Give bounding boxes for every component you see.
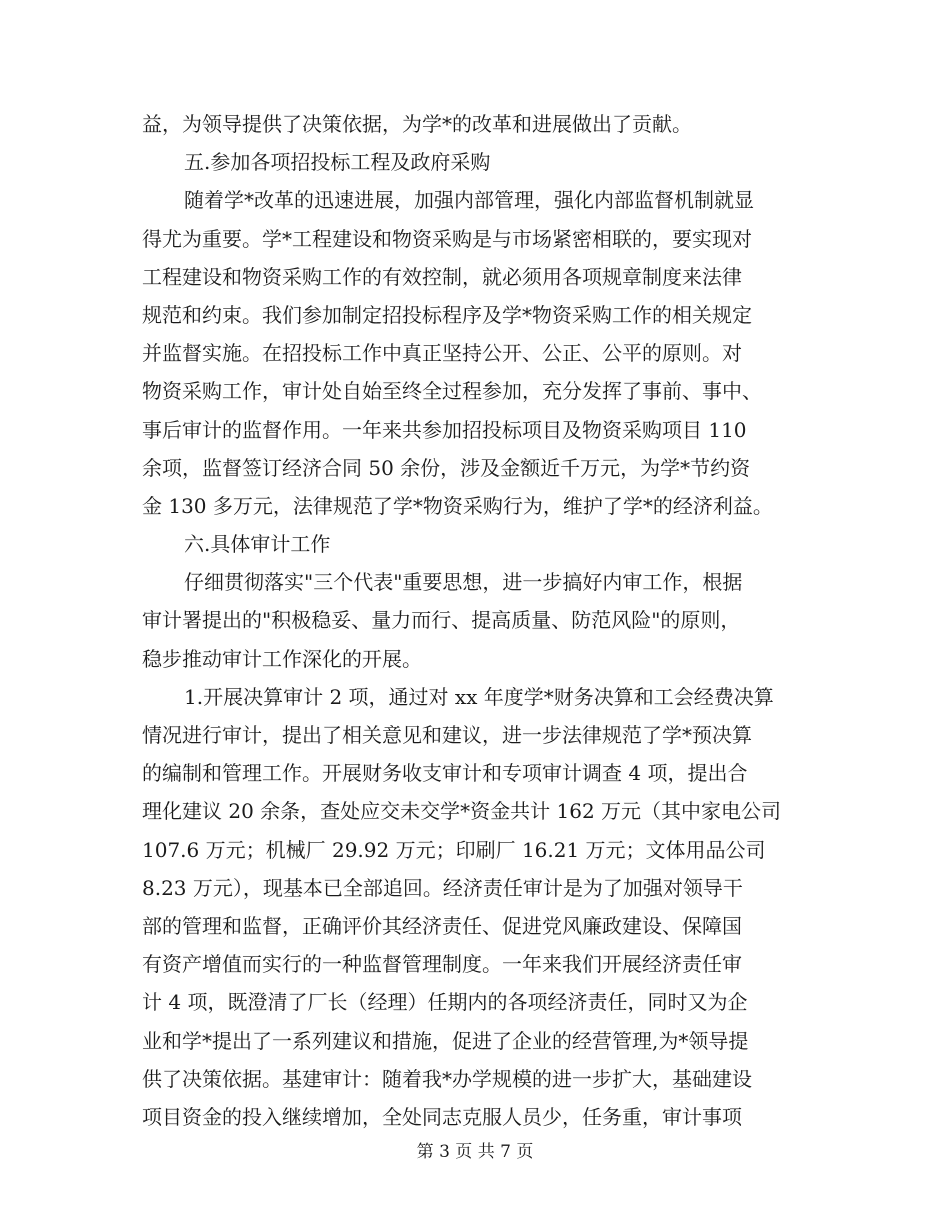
text-line: 审计署提出的"积极稳妥、量力而行、提高质量、防范风险"的原则， <box>142 608 741 633</box>
text-line: 余项，监督签订经济合同 50 余份，涉及金额近千万元，为学*节约资 <box>142 455 751 480</box>
text-line: 并监督实施。在招投标工作中真正坚持公开、公正、公平的原则。对 <box>142 341 742 366</box>
text-line: 工程建设和物资采购工作的有效控制，就必须用各项规章制度来法律 <box>142 264 742 289</box>
section-heading: 六.具体审计工作 <box>184 532 331 557</box>
text-line: 随着学*改革的迅速进展，加强内部管理，强化内部监督机制就显 <box>184 188 754 213</box>
text-line: 有资产增值而实行的一种监督管理制度。一年来我们开展经济责任审 <box>142 952 742 977</box>
section-heading: 五.参加各项招投标工程及政府采购 <box>184 150 491 175</box>
text-line: 业和学*提出了一系列建议和措施，促进了企业的经营管理,为*领导提 <box>142 1028 749 1053</box>
text-line: 计 4 项，既澄清了厂长（经理）任期内的各项经济责任，同时又为企 <box>142 990 748 1015</box>
text-line: 事后审计的监督作用。一年来共参加招投标项目及物资采购项目 110 <box>142 417 747 442</box>
text-line: 益，为领导提供了决策依据，为学*的改革和进展做出了贡献。 <box>142 112 692 136</box>
text-line: 1.开展决算审计 2 项，通过对 xx 年度学*财务决算和工会经费决算 <box>184 684 774 709</box>
text-line: 8.23 万元），现基本已全部追回。经济责任审计是为了加强对领导干 <box>142 875 743 900</box>
text-line: 仔细贯彻落实"三个代表"重要思想，进一步搞好内审工作，根据 <box>184 570 743 595</box>
text-line: 项目资金的投入继续增加，全处同志克服人员少，任务重，审计事项 <box>142 1104 742 1129</box>
text-line: 金 130 多万元，法律规范了学*物资采购行为，维护了学*的经济利益。 <box>142 493 773 518</box>
text-line: 的编制和管理工作。开展财务收支审计和专项审计调查 4 项，提出合 <box>142 761 748 786</box>
text-line: 物资采购工作，审计处自始至终全过程参加，充分发挥了事前、事中、 <box>142 379 762 404</box>
page-number: 第 3 页 共 7 页 <box>416 1142 534 1162</box>
document-body <box>142 105 810 1136</box>
text-line: 理化建议 20 余条，查处应交未交学*资金共计 162 万元（其中家电公司 <box>142 799 782 824</box>
text-line: 供了决策依据。基建审计：随着我*办学规模的进一步扩大，基础建设 <box>142 1066 752 1091</box>
text-line: 107.6 万元；机械厂 29.92 万元；印刷厂 16.21 万元；文体用品公司 <box>142 837 766 862</box>
text-line: 情况进行审计，提出了相关意见和建议，进一步法律规范了学*预决算 <box>142 723 752 747</box>
text-line: 得尤为重要。学*工程建设和物资采购是与市场紧密相联的，要实现对 <box>142 226 752 251</box>
text-line: 稳步推动审计工作深化的开展。 <box>142 646 422 671</box>
text-line: 部的管理和监督，正确评价其经济责任、促进党风廉政建设、保障国 <box>142 913 742 938</box>
text-line: 规范和约束。我们参加制定招投标程序及学*物资采购工作的相关规定 <box>142 302 752 327</box>
